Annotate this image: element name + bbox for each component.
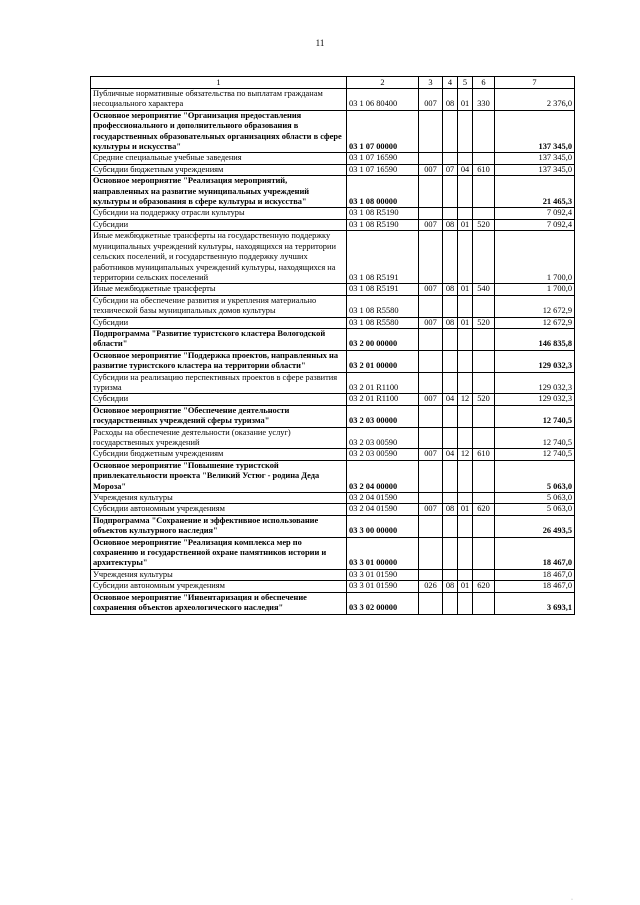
row-subsection-cell (458, 493, 473, 504)
table-row (91, 328, 575, 350)
row-ministry-cell (419, 493, 443, 504)
row-code-cell: 03 2 01 00000 (347, 350, 419, 372)
row-section-cell (443, 110, 458, 153)
row-name-cell: Субсидии (91, 394, 347, 405)
row-ministry-cell (419, 153, 443, 164)
column-header: 5 (458, 77, 473, 89)
row-ministry-cell: 007 (419, 449, 443, 460)
column-header: 3 (419, 77, 443, 89)
row-name-cell: Расходы на обеспечение деятельности (оказание услуг) государственных учреждений (91, 427, 347, 449)
row-expense-type-cell (473, 569, 495, 580)
table-row (91, 581, 575, 592)
row-section-cell: 04 (443, 449, 458, 460)
row-ministry-cell (419, 110, 443, 153)
table-row (91, 460, 575, 492)
row-ministry-cell (419, 176, 443, 208)
row-code-cell: 03 1 07 16590 (347, 153, 419, 164)
row-section-cell: 08 (443, 89, 458, 111)
row-code-cell: 03 1 07 00000 (347, 110, 419, 153)
budget-table (90, 76, 575, 615)
row-expense-type-cell (473, 153, 495, 164)
row-subsection-cell (458, 460, 473, 492)
row-code-cell: 03 2 03 00000 (347, 405, 419, 427)
row-ministry-cell (419, 295, 443, 317)
row-amount-cell: 21 465,3 (495, 176, 575, 208)
row-section-cell (443, 153, 458, 164)
row-ministry-cell: 007 (419, 164, 443, 175)
scan-mark: · (571, 897, 573, 903)
row-name-cell: Основное мероприятие "Реализация мероприятий, направленных на развитие муниципальных учреждений культуры и образования в сфере культуры и искусства" (91, 176, 347, 208)
row-ministry-cell (419, 231, 443, 284)
table-row (91, 515, 575, 537)
row-subsection-cell: 01 (458, 504, 473, 515)
row-subsection-cell (458, 328, 473, 350)
row-code-cell: 03 2 04 01590 (347, 493, 419, 504)
row-subsection-cell (458, 537, 473, 569)
row-subsection-cell (458, 153, 473, 164)
row-amount-cell: 3 693,1 (495, 592, 575, 614)
row-name-cell: Основное мероприятие "Обеспечение деятельности государственных учреждений сферы туризма" (91, 405, 347, 427)
row-section-cell: 07 (443, 164, 458, 175)
column-header: 4 (443, 77, 458, 89)
row-code-cell: 03 3 00 00000 (347, 515, 419, 537)
row-amount-cell: 5 063,0 (495, 493, 575, 504)
row-ministry-cell (419, 208, 443, 219)
row-code-cell: 03 3 01 01590 (347, 569, 419, 580)
table-row (91, 504, 575, 515)
row-expense-type-cell (473, 405, 495, 427)
row-section-cell (443, 176, 458, 208)
row-subsection-cell: 12 (458, 394, 473, 405)
table-row (91, 208, 575, 219)
row-section-cell (443, 427, 458, 449)
row-name-cell: Иные межбюджетные трансферты (91, 284, 347, 295)
row-code-cell: 03 1 08 R5580 (347, 295, 419, 317)
row-code-cell: 03 1 08 00000 (347, 176, 419, 208)
row-subsection-cell: 04 (458, 164, 473, 175)
row-name-cell: Субсидии бюджетным учреждениям (91, 164, 347, 175)
row-name-cell: Субсидии (91, 219, 347, 230)
row-expense-type-cell (473, 372, 495, 394)
row-name-cell: Средние специальные учебные заведения (91, 153, 347, 164)
table-row (91, 592, 575, 614)
table-row (91, 284, 575, 295)
row-subsection-cell (458, 405, 473, 427)
row-name-cell: Субсидии бюджетным учреждениям (91, 449, 347, 460)
row-subsection-cell (458, 569, 473, 580)
row-amount-cell: 12 672,9 (495, 317, 575, 328)
table-row (91, 110, 575, 153)
row-subsection-cell: 01 (458, 219, 473, 230)
row-amount-cell: 12 740,5 (495, 405, 575, 427)
row-name-cell: Учреждения культуры (91, 493, 347, 504)
row-section-cell (443, 569, 458, 580)
row-expense-type-cell: 610 (473, 449, 495, 460)
row-code-cell: 03 2 01 R1100 (347, 372, 419, 394)
row-ministry-cell: 007 (419, 317, 443, 328)
table-row (91, 449, 575, 460)
row-name-cell: Подпрограмма "Развитие туристского кластера Вологодской области" (91, 328, 347, 350)
row-subsection-cell (458, 295, 473, 317)
row-ministry-cell (419, 460, 443, 492)
row-expense-type-cell (473, 515, 495, 537)
row-code-cell: 03 1 08 R5190 (347, 208, 419, 219)
row-name-cell: Основное мероприятие "Повышение туристской привлекательности проекта "Великий Устюг - родина Деда Мороза" (91, 460, 347, 492)
row-expense-type-cell (473, 592, 495, 614)
row-amount-cell: 18 467,0 (495, 537, 575, 569)
row-code-cell: 03 1 07 16590 (347, 164, 419, 175)
table-row (91, 537, 575, 569)
row-expense-type-cell (473, 328, 495, 350)
row-code-cell: 03 1 08 R5191 (347, 284, 419, 295)
row-ministry-cell (419, 592, 443, 614)
table-row (91, 372, 575, 394)
row-amount-cell: 129 032,3 (495, 394, 575, 405)
column-header: 6 (473, 77, 495, 89)
row-amount-cell: 18 467,0 (495, 569, 575, 580)
table-row (91, 394, 575, 405)
row-name-cell: Субсидии автономным учреждениям (91, 504, 347, 515)
row-section-cell (443, 460, 458, 492)
row-expense-type-cell: 620 (473, 581, 495, 592)
row-code-cell: 03 3 02 00000 (347, 592, 419, 614)
row-section-cell (443, 208, 458, 219)
row-expense-type-cell: 610 (473, 164, 495, 175)
row-ministry-cell (419, 328, 443, 350)
row-subsection-cell: 01 (458, 89, 473, 111)
row-name-cell: Подпрограмма "Сохранение и эффективное использование объектов культурного наследия" (91, 515, 347, 537)
table-body (91, 89, 575, 615)
row-expense-type-cell (473, 295, 495, 317)
row-amount-cell: 18 467,0 (495, 581, 575, 592)
row-code-cell: 03 1 08 R5580 (347, 317, 419, 328)
row-section-cell (443, 372, 458, 394)
row-amount-cell: 146 835,8 (495, 328, 575, 350)
row-amount-cell: 12 740,5 (495, 449, 575, 460)
row-amount-cell: 129 032,3 (495, 372, 575, 394)
row-code-cell: 03 2 01 R1100 (347, 394, 419, 405)
row-code-cell: 03 2 03 00590 (347, 449, 419, 460)
row-section-cell (443, 231, 458, 284)
row-amount-cell: 137 345,0 (495, 110, 575, 153)
row-subsection-cell: 12 (458, 449, 473, 460)
row-code-cell: 03 2 04 01590 (347, 504, 419, 515)
row-section-cell (443, 295, 458, 317)
row-code-cell: 03 2 00 00000 (347, 328, 419, 350)
row-expense-type-cell: 520 (473, 219, 495, 230)
row-ministry-cell: 007 (419, 89, 443, 111)
row-amount-cell: 5 063,0 (495, 504, 575, 515)
row-ministry-cell (419, 405, 443, 427)
row-expense-type-cell (473, 537, 495, 569)
row-amount-cell: 129 032,3 (495, 350, 575, 372)
row-expense-type-cell (473, 427, 495, 449)
row-section-cell: 04 (443, 394, 458, 405)
row-name-cell: Публичные нормативные обязательства по выплатам гражданам несоциального характера (91, 89, 347, 111)
row-amount-cell: 2 376,0 (495, 89, 575, 111)
row-code-cell: 03 1 06 80400 (347, 89, 419, 111)
row-expense-type-cell (473, 460, 495, 492)
row-code-cell: 03 3 01 00000 (347, 537, 419, 569)
row-section-cell (443, 515, 458, 537)
row-section-cell: 08 (443, 581, 458, 592)
table-row (91, 569, 575, 580)
row-section-cell (443, 328, 458, 350)
row-amount-cell: 26 493,5 (495, 515, 575, 537)
row-subsection-cell (458, 515, 473, 537)
row-name-cell: Основное мероприятие "Организация предоставления профессионального и дополнительного образования в государственных образовательных организациях области в сфере культуры и искусства" (91, 110, 347, 153)
row-subsection-cell (458, 231, 473, 284)
row-ministry-cell: 007 (419, 219, 443, 230)
row-name-cell: Основное мероприятие "Поддержка проектов, направленных на развитие туристского кластера на территории области" (91, 350, 347, 372)
row-subsection-cell (458, 427, 473, 449)
row-section-cell: 08 (443, 504, 458, 515)
row-code-cell: 03 3 01 01590 (347, 581, 419, 592)
table-header-row (91, 77, 575, 89)
row-section-cell (443, 350, 458, 372)
row-expense-type-cell (473, 231, 495, 284)
table-row (91, 219, 575, 230)
row-ministry-cell (419, 350, 443, 372)
row-name-cell: Субсидии автономным учреждениям (91, 581, 347, 592)
column-header: 2 (347, 77, 419, 89)
row-section-cell (443, 493, 458, 504)
row-ministry-cell (419, 427, 443, 449)
row-amount-cell: 7 092,4 (495, 208, 575, 219)
row-amount-cell: 1 700,0 (495, 284, 575, 295)
row-subsection-cell (458, 372, 473, 394)
row-name-cell: Учреждения культуры (91, 569, 347, 580)
row-subsection-cell (458, 176, 473, 208)
row-ministry-cell: 007 (419, 394, 443, 405)
row-expense-type-cell: 330 (473, 89, 495, 111)
row-subsection-cell (458, 592, 473, 614)
row-expense-type-cell: 520 (473, 394, 495, 405)
column-header: 1 (91, 77, 347, 89)
row-expense-type-cell (473, 110, 495, 153)
table-row (91, 231, 575, 284)
row-expense-type-cell (473, 493, 495, 504)
row-ministry-cell (419, 515, 443, 537)
row-section-cell: 08 (443, 317, 458, 328)
row-name-cell: Субсидии (91, 317, 347, 328)
row-amount-cell: 12 740,5 (495, 427, 575, 449)
row-name-cell: Субсидии на обеспечение развития и укрепления материально технической базы муниципальных домов культуры (91, 295, 347, 317)
table-row (91, 405, 575, 427)
row-section-cell (443, 537, 458, 569)
row-expense-type-cell (473, 208, 495, 219)
table-row (91, 164, 575, 175)
row-expense-type-cell: 620 (473, 504, 495, 515)
row-code-cell: 03 2 03 00590 (347, 427, 419, 449)
row-name-cell: Иные межбюджетные трансферты на государственную поддержку муниципальных учреждений культуры, находящихся на территории сельских поселений, и государственную поддержку лучших работников муниципальных учреждений культуры, находящихся на территории сельских поселений (91, 231, 347, 284)
row-code-cell: 03 1 08 R5191 (347, 231, 419, 284)
column-header: 7 (495, 77, 575, 89)
row-amount-cell: 5 063,0 (495, 460, 575, 492)
row-amount-cell: 7 092,4 (495, 219, 575, 230)
row-ministry-cell (419, 372, 443, 394)
row-expense-type-cell (473, 350, 495, 372)
row-ministry-cell: 007 (419, 284, 443, 295)
table-row (91, 427, 575, 449)
row-name-cell: Субсидии на поддержку отрасли культуры (91, 208, 347, 219)
row-subsection-cell: 01 (458, 284, 473, 295)
table-row (91, 153, 575, 164)
row-amount-cell: 137 345,0 (495, 153, 575, 164)
table-row (91, 295, 575, 317)
row-amount-cell: 12 672,9 (495, 295, 575, 317)
row-name-cell: Основное мероприятие "Инвентаризация и обеспечение сохранения объектов археологического наследия" (91, 592, 347, 614)
table-row (91, 493, 575, 504)
table-row (91, 176, 575, 208)
row-section-cell (443, 405, 458, 427)
row-expense-type-cell (473, 176, 495, 208)
row-name-cell: Субсидии на реализацию перспективных проектов в сфере развития туризма (91, 372, 347, 394)
row-expense-type-cell: 520 (473, 317, 495, 328)
row-section-cell: 08 (443, 219, 458, 230)
row-section-cell (443, 592, 458, 614)
row-code-cell: 03 2 04 00000 (347, 460, 419, 492)
table-row (91, 317, 575, 328)
table-row (91, 350, 575, 372)
row-name-cell: Основное мероприятие "Реализация комплекса мер по сохранению и государственной охране памятников истории и архитектуры" (91, 537, 347, 569)
row-section-cell: 08 (443, 284, 458, 295)
row-amount-cell: 1 700,0 (495, 231, 575, 284)
row-ministry-cell: 026 (419, 581, 443, 592)
row-ministry-cell: 007 (419, 504, 443, 515)
row-subsection-cell (458, 350, 473, 372)
row-expense-type-cell: 540 (473, 284, 495, 295)
row-code-cell: 03 1 08 R5190 (347, 219, 419, 230)
row-ministry-cell (419, 569, 443, 580)
row-amount-cell: 137 345,0 (495, 164, 575, 175)
row-subsection-cell: 01 (458, 581, 473, 592)
row-ministry-cell (419, 537, 443, 569)
row-subsection-cell (458, 110, 473, 153)
table-row (91, 89, 575, 111)
row-subsection-cell: 01 (458, 317, 473, 328)
page-number: 11 (315, 38, 325, 48)
row-subsection-cell (458, 208, 473, 219)
